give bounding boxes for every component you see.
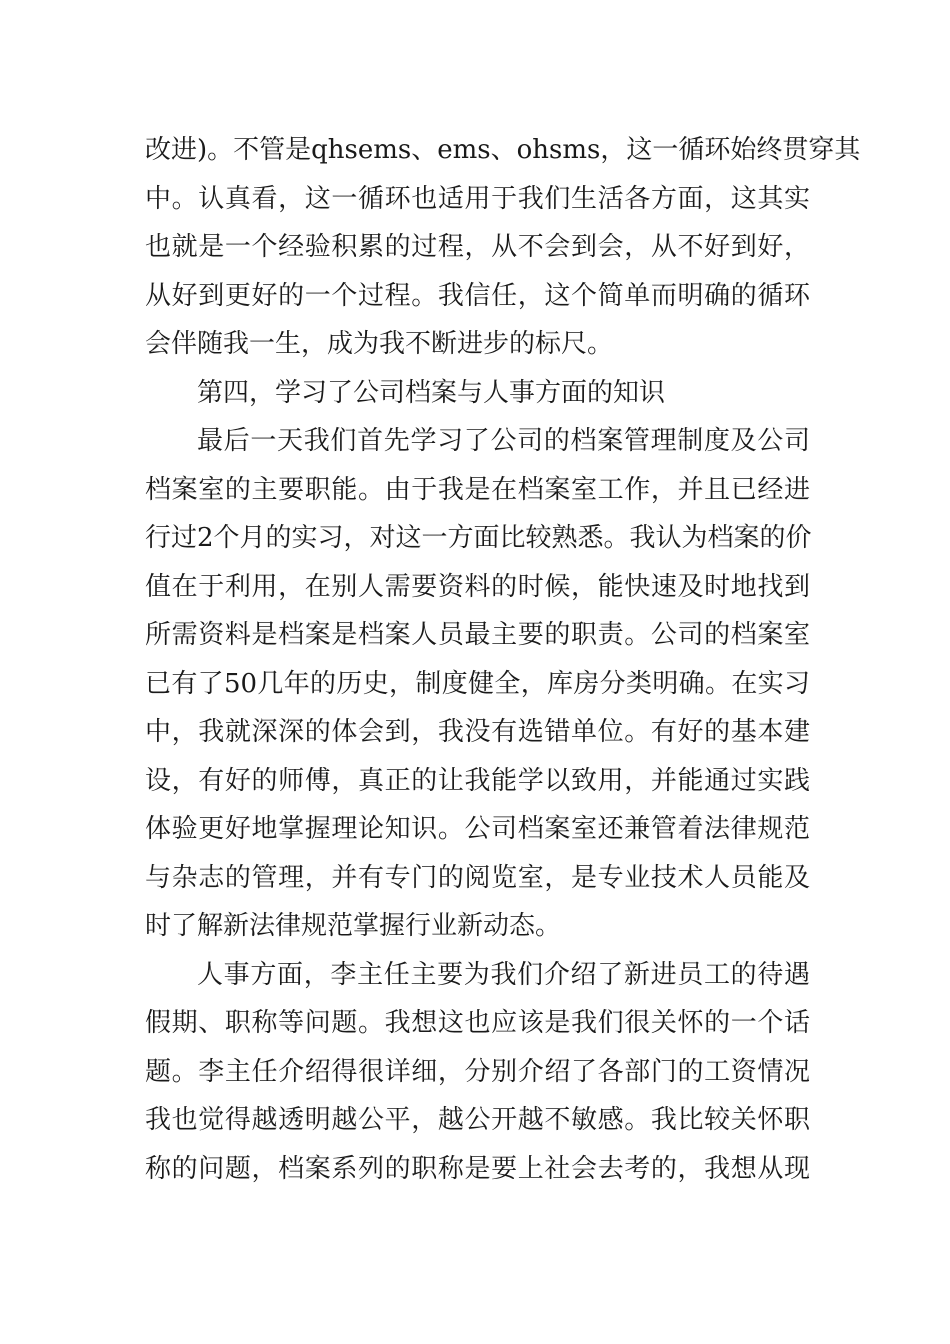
text-line: 人事方面，李主任主要为我们介绍了新进员工的待遇 (197, 959, 810, 990)
text-line: 最后一天我们首先学习了公司的档案管理制度及公司 (197, 426, 810, 456)
text-line: 值在于利用，在别人需要资料的时候，能快速及时地找到 (145, 571, 810, 602)
text-line: 中，我就深深的体会到，我没有选错单位。有好的基本建 (145, 717, 810, 747)
text-line: 会伴随我一生，成为我不断进步的标尺。 (145, 329, 614, 359)
text-line: 时了解新法律规范掌握行业新动态。 (145, 911, 562, 941)
text-line: 从好到更好的一个过程。我信任，这个简单而明确的循环 (145, 280, 810, 311)
text-line: 与杂志的管理，并有专门的阅览室，是专业技术人员能及 (145, 862, 810, 893)
text-line: 所需资料是档案是档案人员最主要的职责。公司的档案室 (145, 620, 810, 650)
text-line: 行过2个月的实习，对这一方面比较熟悉。我认为档案的价 (145, 523, 812, 553)
text-line: 也就是一个经验积累的过程，从不会到会，从不好到好， (145, 232, 810, 262)
body-text (145, 126, 861, 1193)
text-line: 档案室的主要职能。由于我是在档案室工作，并且已经进 (145, 474, 810, 505)
text-line: 称的问题，档案系列的职称是要上社会去考的，我想从现 (145, 1153, 810, 1184)
text-line: 设，有好的师傅，真正的让我能学以致用，并能通过实践 (145, 765, 810, 796)
text-line: 中。认真看，这一循环也适用于我们生活各方面，这其实 (145, 183, 810, 214)
text-line: 体验更好地掌握理论知识。公司档案室还兼管着法律规范 (145, 814, 810, 844)
text-line: 题。李主任介绍得很详细，分别介绍了各部门的工资情况 (145, 1056, 810, 1087)
text-line: 改进)。不管是qhsems、ems、ohsms，这一循环始终贯穿其 (145, 135, 861, 165)
text-line: 我也觉得越透明越公平，越公开越不敏感。我比较关怀职 (145, 1105, 810, 1135)
section-heading: 第四，学习了公司档案与人事方面的知识 (197, 377, 666, 408)
text-line: 已有了50几年的历史，制度健全，库房分类明确。在实习 (145, 668, 810, 699)
text-line: 假期、职称等问题。我想这也应该是我们很关怀的一个话 (145, 1008, 810, 1038)
